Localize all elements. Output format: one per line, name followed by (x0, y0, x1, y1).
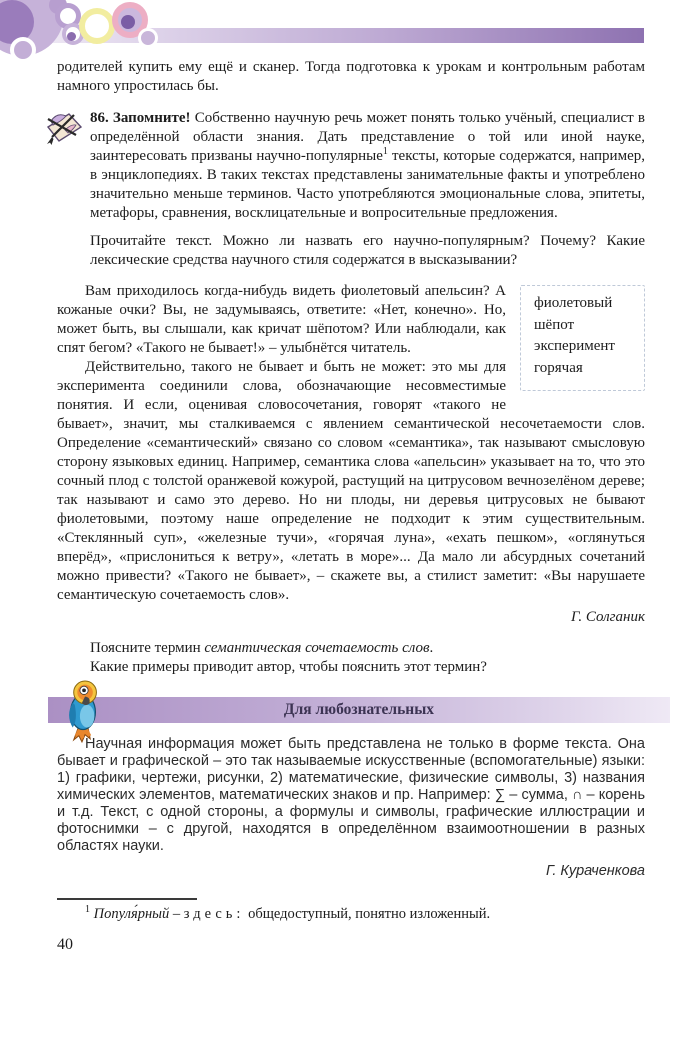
questions-block (90, 639, 645, 677)
question-text: . (429, 640, 434, 656)
word-box-item: горячая (534, 359, 583, 376)
reading-text (57, 282, 645, 627)
exercise-text: Собственно научную речь может понять только учёный, специалист в определённой области знания. Дать представление о той или иной науке, заинтересовать призваны научно-популярные (90, 110, 645, 164)
decorative-circle (138, 28, 158, 48)
reading-paragraph: Действительно, такого не бывает и быть не может: это мы для эксперимента соединили слова, обозначающие несовместимые понятия. И если, оценивая словосочетания, говорят «такого не бывает», значит, мы сталкиваемся с явлением семантической несочетаемости слов. Определение «семантический» связано со словом «семантика», так называют смысловую сторону языковых единиц. Например, семантика слова «апельсин» указывает на то, что это сочный плод с толстой оранжевой кожурой, растущий на цитрусовом вечнозелёном дереве; так называют и само это дерево. Но ни плоды, ни деревья цитрусовых не бывают фиолетовыми, поэтому наше определение не подходит к этим существительным. «Стеклянный суп», «железные тучи», «горячая луна», «ехать пешком», «оглянуться вперёд», «прислониться к ветру», «летать в море»... Да мало ли абсурдных сочетаний можно привести? «Такого не бывает», – скажете вы, а стилист заметит: «Вы нарушаете семантическую сочетаемость слов». (57, 359, 645, 603)
question-2: Какие примеры приводит автор, чтобы пояснить этот термин? (90, 659, 487, 675)
footnote-block (57, 898, 645, 924)
intro-paragraph: родителей купить ему ещё и сканер. Тогда подготовка к урокам и контрольным работам намного упростилась бы. (57, 59, 645, 94)
curious-banner (48, 697, 670, 723)
footnote-term: Популя́рный (93, 905, 170, 922)
reading-paragraph: Вам приходилось когда-нибудь видеть фиолетовый апельсин? А кожаные очки? Вы, не задумываясь, ответите: «Нет, конечно». Но, может быть, вы слышали, как кричат шёпотом? Или наблюдали, как спят бегом? «Такого не бывает!» – улыбнётся читатель. (57, 283, 506, 356)
exercise-body (90, 109, 645, 223)
page-number: 40 (57, 935, 73, 953)
banner-title: Для любознательных (283, 701, 435, 718)
question-term: семантическая сочетаемость слов (204, 640, 430, 656)
decorative-circle (79, 8, 115, 44)
footnote-rule (57, 898, 197, 900)
word-box-item: эксперимент (534, 338, 615, 354)
author-attribution: Г. Солганик (571, 609, 645, 625)
footnote-number: 1 (85, 903, 90, 915)
footnote-reference: 1 (382, 146, 388, 157)
footnote-definition: общедоступный, понятно изложенный. (244, 905, 491, 922)
quills-icon (43, 110, 83, 150)
footnote-dash: – (169, 905, 184, 922)
question-text: Поясните термин (90, 640, 205, 656)
exercise-text-continued: тексты, которые содержатся, например, в энциклопедиях. В таких текстах представлены занимательные факты и употреблено значительно меньше терминов. Часто употребляются эмоциональные слова, эпитеты, метафоры, сравнения, восклицательные и вопросительные предложения. (90, 148, 645, 221)
word-box-item: шёпот (534, 316, 575, 333)
footnote-spaced-word: здесь: (183, 905, 245, 922)
exercise-86 (90, 109, 645, 270)
word-box-item: фиолетовый (534, 295, 613, 311)
exercise-task: Прочитайте текст. Можно ли назвать его научно-популярным? Почему? Какие лексические средства научного стиля содержатся в высказывании? (90, 233, 645, 268)
exercise-number: 86. Запомните! (90, 110, 191, 126)
footnote-text (57, 905, 645, 924)
curious-paragraph: Научная информация может быть представлена не только в форме текста. Она бывает и графической – это так называемые искусственные (вспомогательные) языки: 1) графики, чертежи, рисунки, 2) математические, физические символы, 3) названия химических элементов, математических знаков и пр. Например: ∑ – сумма, ∩ – корень и т.д. Текст, с одной стороны, а формулы и символы, графические иллюстрации и фотоснимки – с другой, находятся в определённом взаимоотношении в разных областях науки. (57, 736, 645, 854)
word-box (520, 285, 645, 391)
question-1 (90, 639, 645, 658)
decorative-circle (10, 37, 36, 63)
parrot-icon (60, 680, 106, 744)
author-attribution: Г. Кураченкова (545, 863, 645, 879)
